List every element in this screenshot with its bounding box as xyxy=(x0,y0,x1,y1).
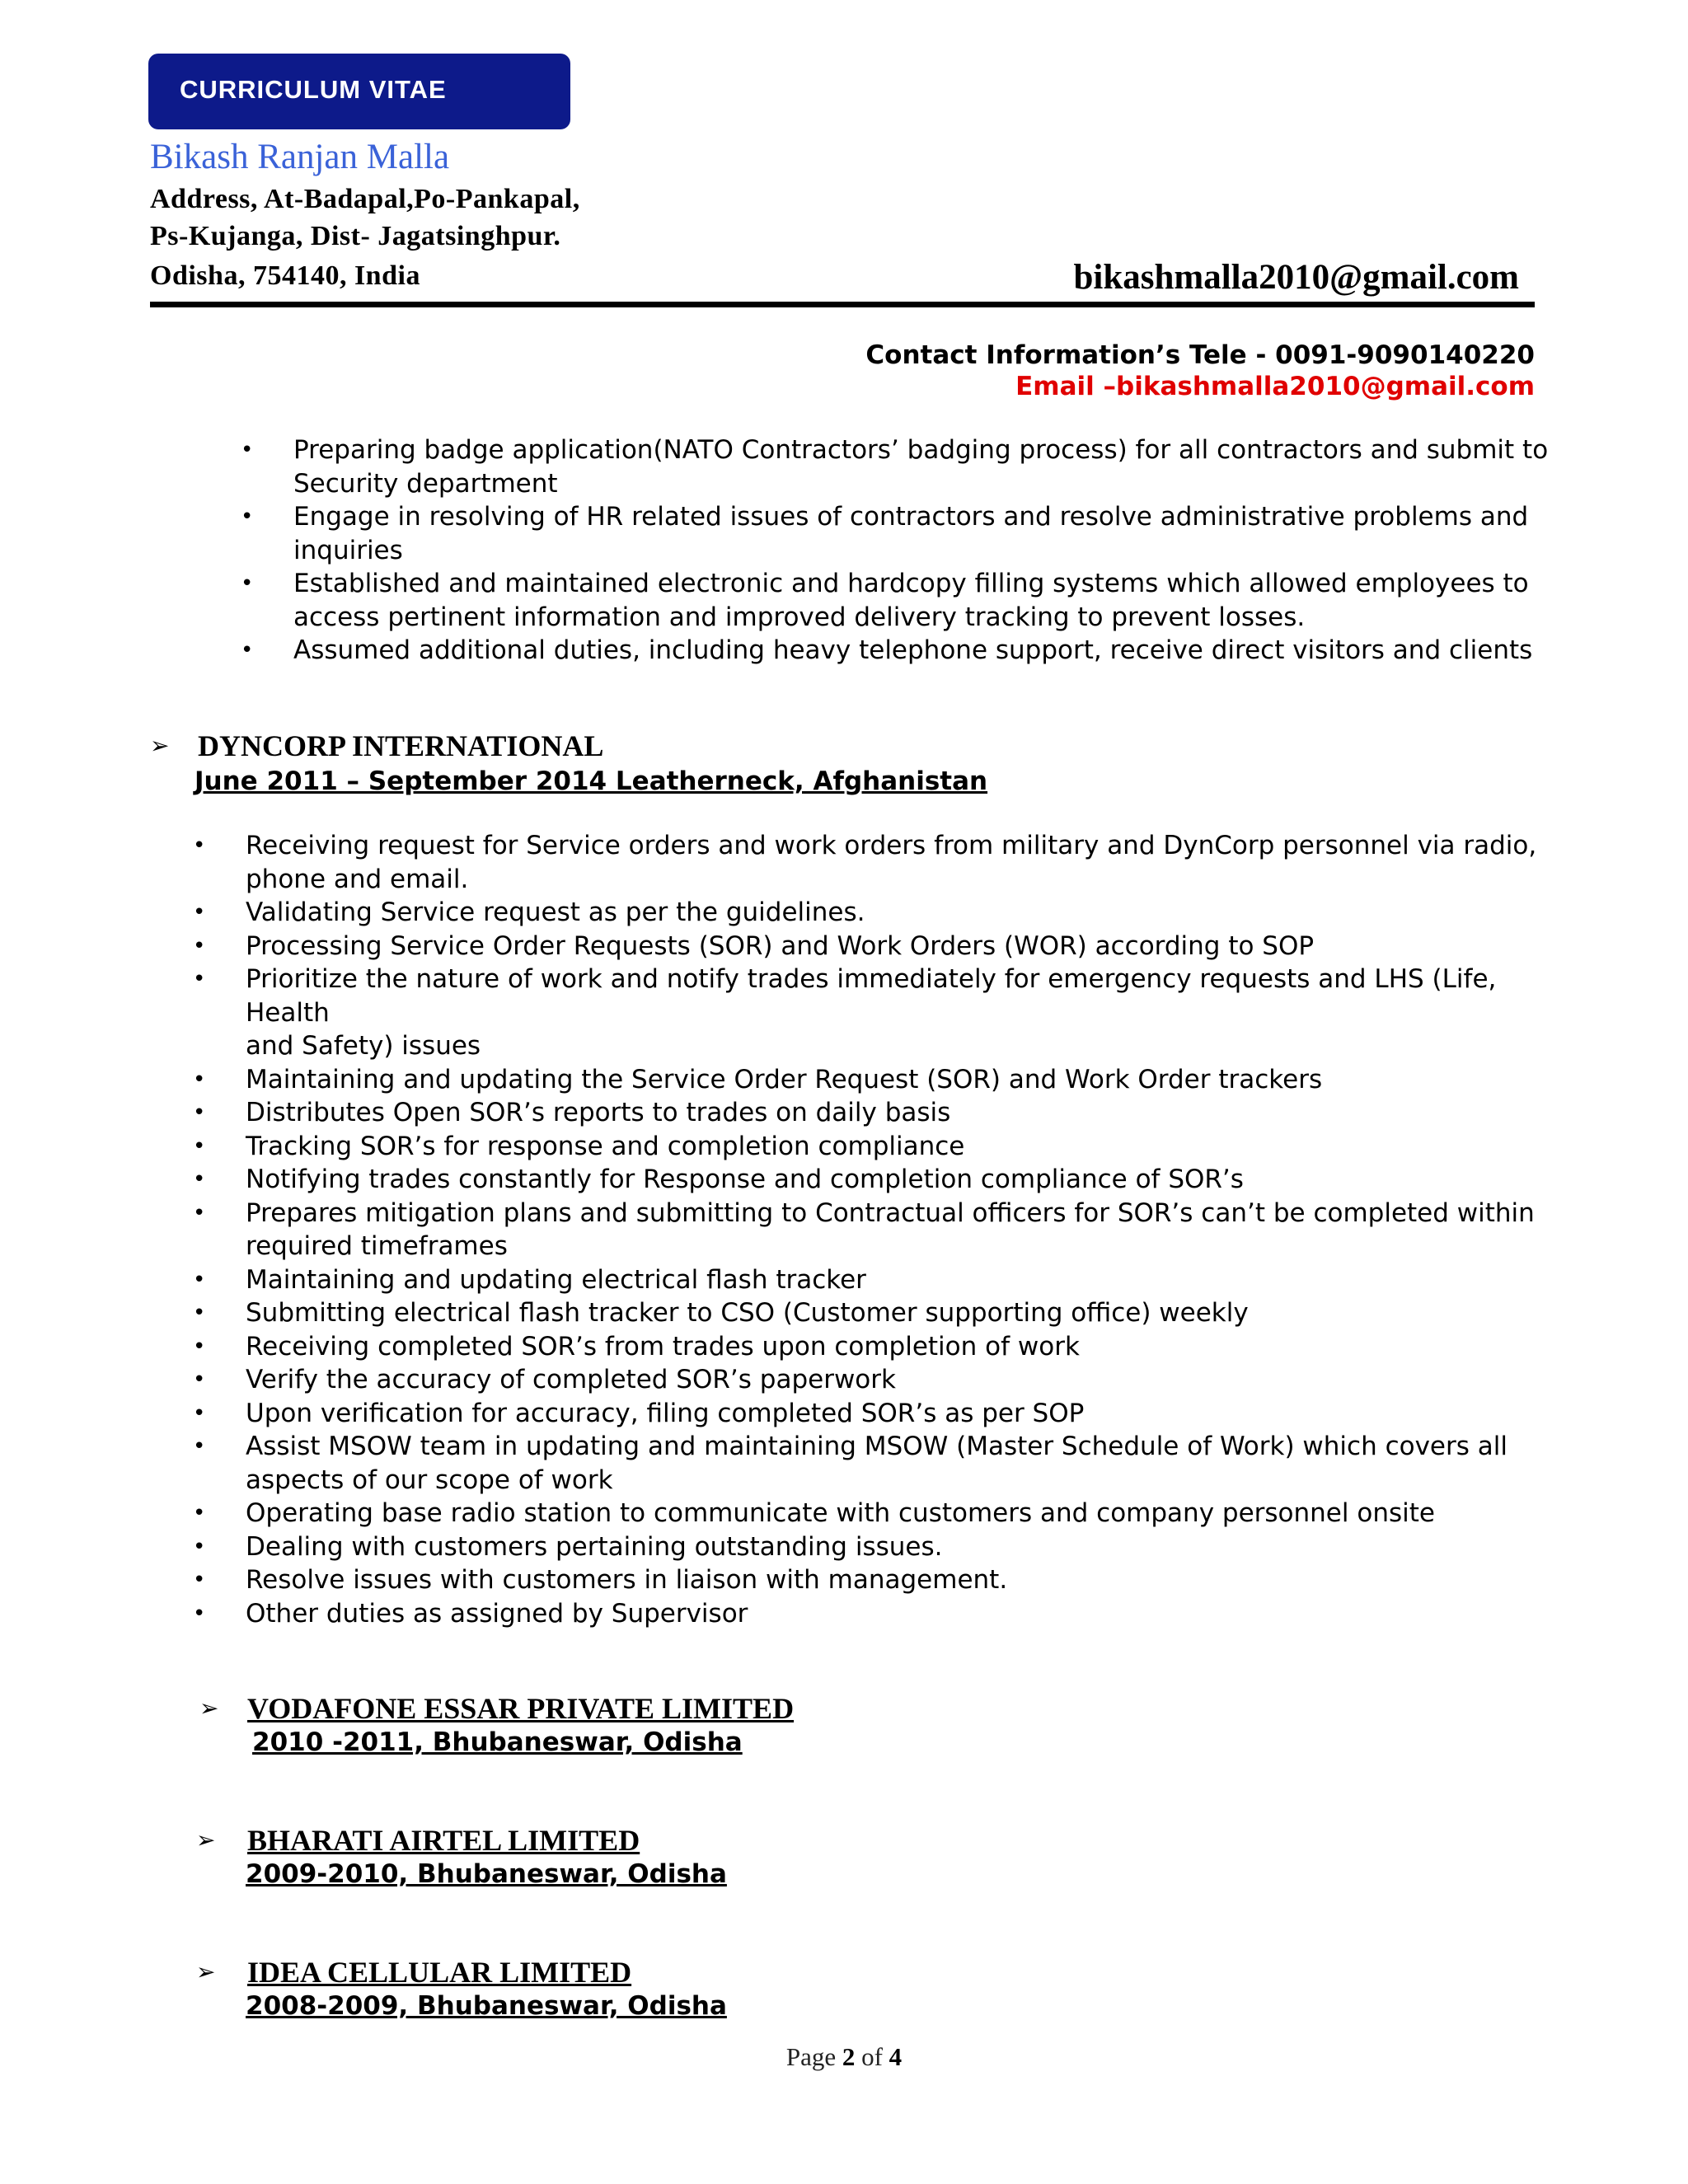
list-item xyxy=(193,1163,1581,1197)
list-item-line: Tracking SOR’s for response and completion compliance xyxy=(246,1131,965,1161)
list-item-line: Operating base radio station to communicate with customers and company personnel onsite xyxy=(246,1498,1435,1528)
list-item xyxy=(193,963,1581,1063)
bullet-icon: • xyxy=(193,1200,206,1226)
candidate-name: Bikash Ranjan Malla xyxy=(150,138,450,176)
list-item-line: Other duties as assigned by Supervisor xyxy=(246,1598,748,1629)
list-item xyxy=(193,1363,1581,1397)
list-item xyxy=(241,500,1579,567)
list-item xyxy=(193,1497,1581,1530)
list-item-line: Notifying trades constantly for Response and completion compliance of SOR’s xyxy=(246,1165,1244,1194)
list-item-line: Upon verification for accuracy, filing completed SOR’s as per SOP xyxy=(246,1398,1085,1428)
list-item xyxy=(193,1296,1581,1330)
list-item-line: Maintaining and updating electrical flash tracker xyxy=(246,1264,866,1295)
list-item-line: Assist MSOW team in updating and maintaining MSOW (Master Schedule of Work) which covers all xyxy=(246,1432,1507,1461)
list-item xyxy=(193,1197,1581,1263)
bullet-icon: • xyxy=(193,1167,206,1192)
bullet-icon: • xyxy=(193,1400,206,1426)
idea-dates-location: 2008-2009, Bhubaneswar, Odisha xyxy=(246,1991,727,2021)
list-item-line: and Safety) issues xyxy=(246,1031,481,1061)
address-line-2: Ps-Kujanga, Dist- Jagatsinghpur. xyxy=(150,221,561,251)
bullet-icon: • xyxy=(193,1534,206,1559)
arrow-bullet-icon: ➢ xyxy=(196,1958,216,1985)
list-item-line: Established and maintained electronic and hardcopy filling systems which allowed employees to xyxy=(293,569,1529,598)
footer-page-word: Page xyxy=(785,2042,837,2071)
arrow-bullet-icon: ➢ xyxy=(196,1826,216,1854)
address-line-3: Odisha, 754140, India xyxy=(150,260,420,291)
arrow-bullet-icon: ➢ xyxy=(150,732,170,759)
list-item-line: Resolve issues with customers in liaison with management. xyxy=(246,1565,1008,1595)
list-item-line: Receiving request for Service orders and work orders from military and DynCorp personnel via radio, xyxy=(246,831,1537,860)
vodafone-dates-location: 2010 -2011, Bhubaneswar, Odisha xyxy=(252,1727,743,1757)
bullet-icon: • xyxy=(193,967,206,991)
bullet-icon: • xyxy=(193,1333,206,1359)
footer-page-number: 2 xyxy=(842,2042,856,2071)
list-item xyxy=(193,1263,1581,1297)
list-item xyxy=(193,896,1581,930)
list-item-line: Preparing badge application(NATO Contractors’ badging process) for all contractors and submit to xyxy=(293,435,1549,465)
arrow-bullet-icon: ➢ xyxy=(199,1694,219,1722)
list-item xyxy=(193,829,1581,896)
bullet-icon: • xyxy=(193,933,206,958)
cv-banner: CURRICULUM VITAE xyxy=(148,54,570,129)
bullet-icon: • xyxy=(193,1568,206,1592)
bullet-icon: • xyxy=(241,638,254,663)
list-item xyxy=(193,1597,1581,1631)
bullet-icon: • xyxy=(193,900,206,925)
bullet-icon: • xyxy=(193,1301,206,1325)
bullet-icon: • xyxy=(241,504,254,529)
list-item-line: Dealing with customers pertaining outstanding issues. xyxy=(246,1531,943,1562)
airtel-title: BHARATI AIRTEL LIMITED xyxy=(247,1824,640,1857)
list-item-line: inquiries xyxy=(293,535,403,565)
bullet-icon: • xyxy=(241,571,254,596)
list-item-line: Processing Service Order Requests (SOR) and Work Orders (WOR) according to SOP xyxy=(246,930,1315,961)
bullet-icon: • xyxy=(193,1501,206,1526)
list-item-line: Validating Service request as per the guidelines. xyxy=(246,898,865,927)
bullet-icon: • xyxy=(193,1267,206,1292)
list-item xyxy=(193,1096,1581,1130)
list-item-line: Engage in resolving of HR related issues of contractors and resolve administrative problems and xyxy=(293,502,1529,532)
section-title-airtel xyxy=(196,1823,640,1858)
list-item-line: Prioritize the nature of work and notify trades immediately for emergency requests and LHS (Life, Health xyxy=(246,964,1497,1028)
list-item-line: Maintaining and updating the Service Order Request (SOR) and Work Order trackers xyxy=(246,1064,1323,1094)
list-item-line: phone and email. xyxy=(246,864,469,894)
list-item xyxy=(193,1563,1581,1597)
list-item-line: Assumed additional duties, including heavy telephone support, receive direct visitors and clients xyxy=(293,635,1533,665)
bullet-icon: • xyxy=(193,833,206,858)
bullet-icon: • xyxy=(241,438,254,462)
list-item xyxy=(241,567,1579,634)
section-title-vodafone xyxy=(199,1691,795,1726)
section-title-idea xyxy=(196,1955,632,1990)
airtel-dates-location: 2009-2010, Bhubaneswar, Odisha xyxy=(246,1859,727,1889)
list-item xyxy=(193,1130,1581,1164)
header-divider xyxy=(150,302,1535,307)
bullet-icon: • xyxy=(193,1066,206,1092)
contact-email: Email –bikashmalla2010@gmail.com xyxy=(1015,372,1535,401)
list-item xyxy=(241,434,1579,500)
footer-of-word: of xyxy=(861,2042,883,2071)
contact-tele: Contact Information’s Tele - 0091-9090140220 xyxy=(865,340,1535,370)
page-footer xyxy=(0,2042,1688,2072)
bullet-icon: • xyxy=(193,1100,206,1125)
list-item xyxy=(193,1530,1581,1564)
vodafone-title: VODAFONE ESSAR PRIVATE LIMITED xyxy=(247,1692,795,1725)
footer-page-total: 4 xyxy=(889,2042,903,2071)
bullet-icon: • xyxy=(193,1367,206,1392)
list-item-line: aspects of our scope of work xyxy=(246,1465,613,1495)
list-item-line: Distributes Open SOR’s reports to trades on daily basis xyxy=(246,1098,951,1127)
bullet-icon: • xyxy=(193,1133,206,1159)
top-bullet-list xyxy=(241,434,1579,668)
list-item xyxy=(193,1063,1581,1097)
address-line-1: Address, At-Badapal,Po-Pankapal, xyxy=(150,184,580,214)
list-item xyxy=(193,1430,1581,1497)
dyncorp-bullet-list xyxy=(193,829,1581,1630)
list-item xyxy=(193,1397,1581,1431)
bullet-icon: • xyxy=(193,1601,206,1626)
list-item-line: access pertinent information and improved delivery tracking to prevent losses. xyxy=(293,602,1306,632)
bullet-icon: • xyxy=(193,1434,206,1459)
list-item xyxy=(193,930,1581,963)
list-item xyxy=(241,634,1579,668)
section-title-dyncorp xyxy=(150,729,604,763)
list-item xyxy=(193,1330,1581,1364)
list-item-line: Verify the accuracy of completed SOR’s paperwork xyxy=(246,1365,896,1394)
dyncorp-dates-location: June 2011 – September 2014 Leatherneck, Afghanistan xyxy=(195,766,988,796)
header-email: bikashmalla2010@gmail.com xyxy=(1073,258,1519,297)
list-item-line: Security department xyxy=(293,468,558,499)
dyncorp-title: DYNCORP INTERNATIONAL xyxy=(198,729,604,762)
list-item-line: Prepares mitigation plans and submitting to Contractual officers for SOR’s can’t be completed within xyxy=(246,1197,1535,1228)
list-item-line: Receiving completed SOR’s from trades upon completion of work xyxy=(246,1331,1080,1361)
list-item-line: required timeframes xyxy=(246,1231,508,1261)
idea-title: IDEA CELLULAR LIMITED xyxy=(247,1956,632,1989)
list-item-line: Submitting electrical flash tracker to CSO (Customer supporting office) weekly xyxy=(246,1298,1249,1328)
